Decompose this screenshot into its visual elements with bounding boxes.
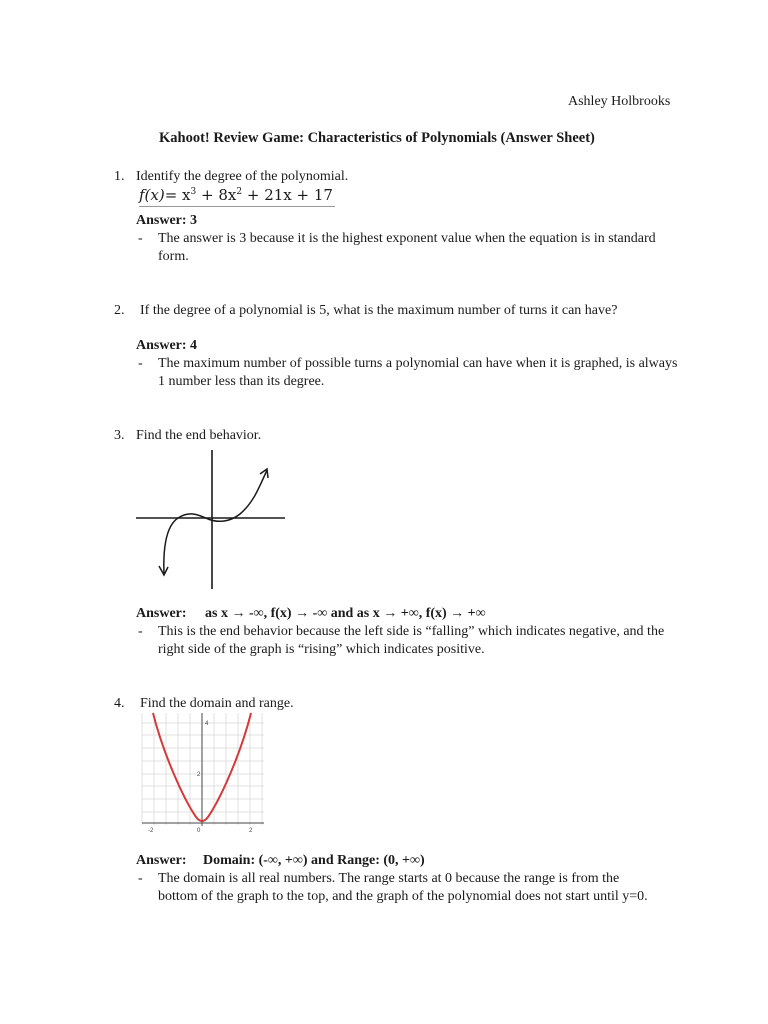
answer-explanation: The domain is all real numbers. The range starts at 0 because the range is from the bottom of the graph to the top, and the graph of the polynomial does not start until y=0.	[158, 871, 648, 904]
parabola-graph	[139, 713, 269, 838]
question-number: 2.	[114, 303, 125, 318]
question-text: Identify the degree of the polynomial.	[136, 169, 349, 184]
answer-label: Answer:	[136, 606, 187, 621]
bullet-dash: -	[138, 624, 143, 639]
end-behavior-graph	[133, 448, 293, 593]
bullet-dash: -	[138, 231, 143, 246]
answer-explanation: The answer is 3 because it is the highest exponent value when the equation is in standard form.	[158, 231, 656, 264]
question-text: Find the end behavior.	[136, 428, 262, 443]
x-tick-neg2: -2	[148, 828, 154, 834]
question-number: 3.	[114, 428, 125, 443]
answer-value: Domain: (-∞, +∞) and Range: (0, +∞)	[203, 853, 425, 868]
bullet-dash: -	[138, 871, 143, 886]
formula-part: + 21x + 17	[242, 186, 333, 204]
page-title: Kahoot! Review Game: Characteristics of Polynomials (Answer Sheet)	[159, 130, 595, 146]
cubic-curve	[164, 470, 267, 574]
formula-part: = x	[164, 186, 191, 204]
question-text: Find the domain and range.	[140, 696, 294, 711]
answer-explanation: This is the end behavior because the left side is “falling” which indicates negative, and the right side of the graph is “rising” which indicates positive.	[158, 624, 665, 657]
y-tick-2: 2	[197, 772, 201, 778]
question-number: 4.	[114, 696, 125, 711]
answer-value: as x → -∞, f(x) → -∞ and as x → +∞, f(x) → +∞	[205, 606, 486, 621]
formula-exponent: 2	[236, 187, 243, 197]
answer-explanation: The maximum number of possible turns a polynomial can have when it is graphed, is always 1 number less than its degree.	[158, 356, 678, 389]
bullet-dash: -	[138, 356, 143, 371]
formula-exponent: 3	[190, 187, 197, 197]
answer-label: Answer: 4	[136, 338, 198, 353]
x-tick-2: 2	[249, 828, 253, 834]
formula-part: + 8x	[196, 186, 237, 204]
polynomial-formula	[139, 186, 335, 207]
answer-label: Answer: 3	[136, 213, 198, 228]
y-tick-4: 4	[205, 721, 209, 727]
answer-label: Answer:	[136, 853, 187, 868]
author-name: Ashley Holbrooks	[568, 94, 671, 109]
question-text: If the degree of a polynomial is 5, what is the maximum number of turns it can have?	[140, 303, 618, 318]
question-number: 1.	[114, 169, 125, 184]
formula-fx: f(x)	[139, 186, 165, 204]
x-tick-0: 0	[197, 828, 201, 834]
